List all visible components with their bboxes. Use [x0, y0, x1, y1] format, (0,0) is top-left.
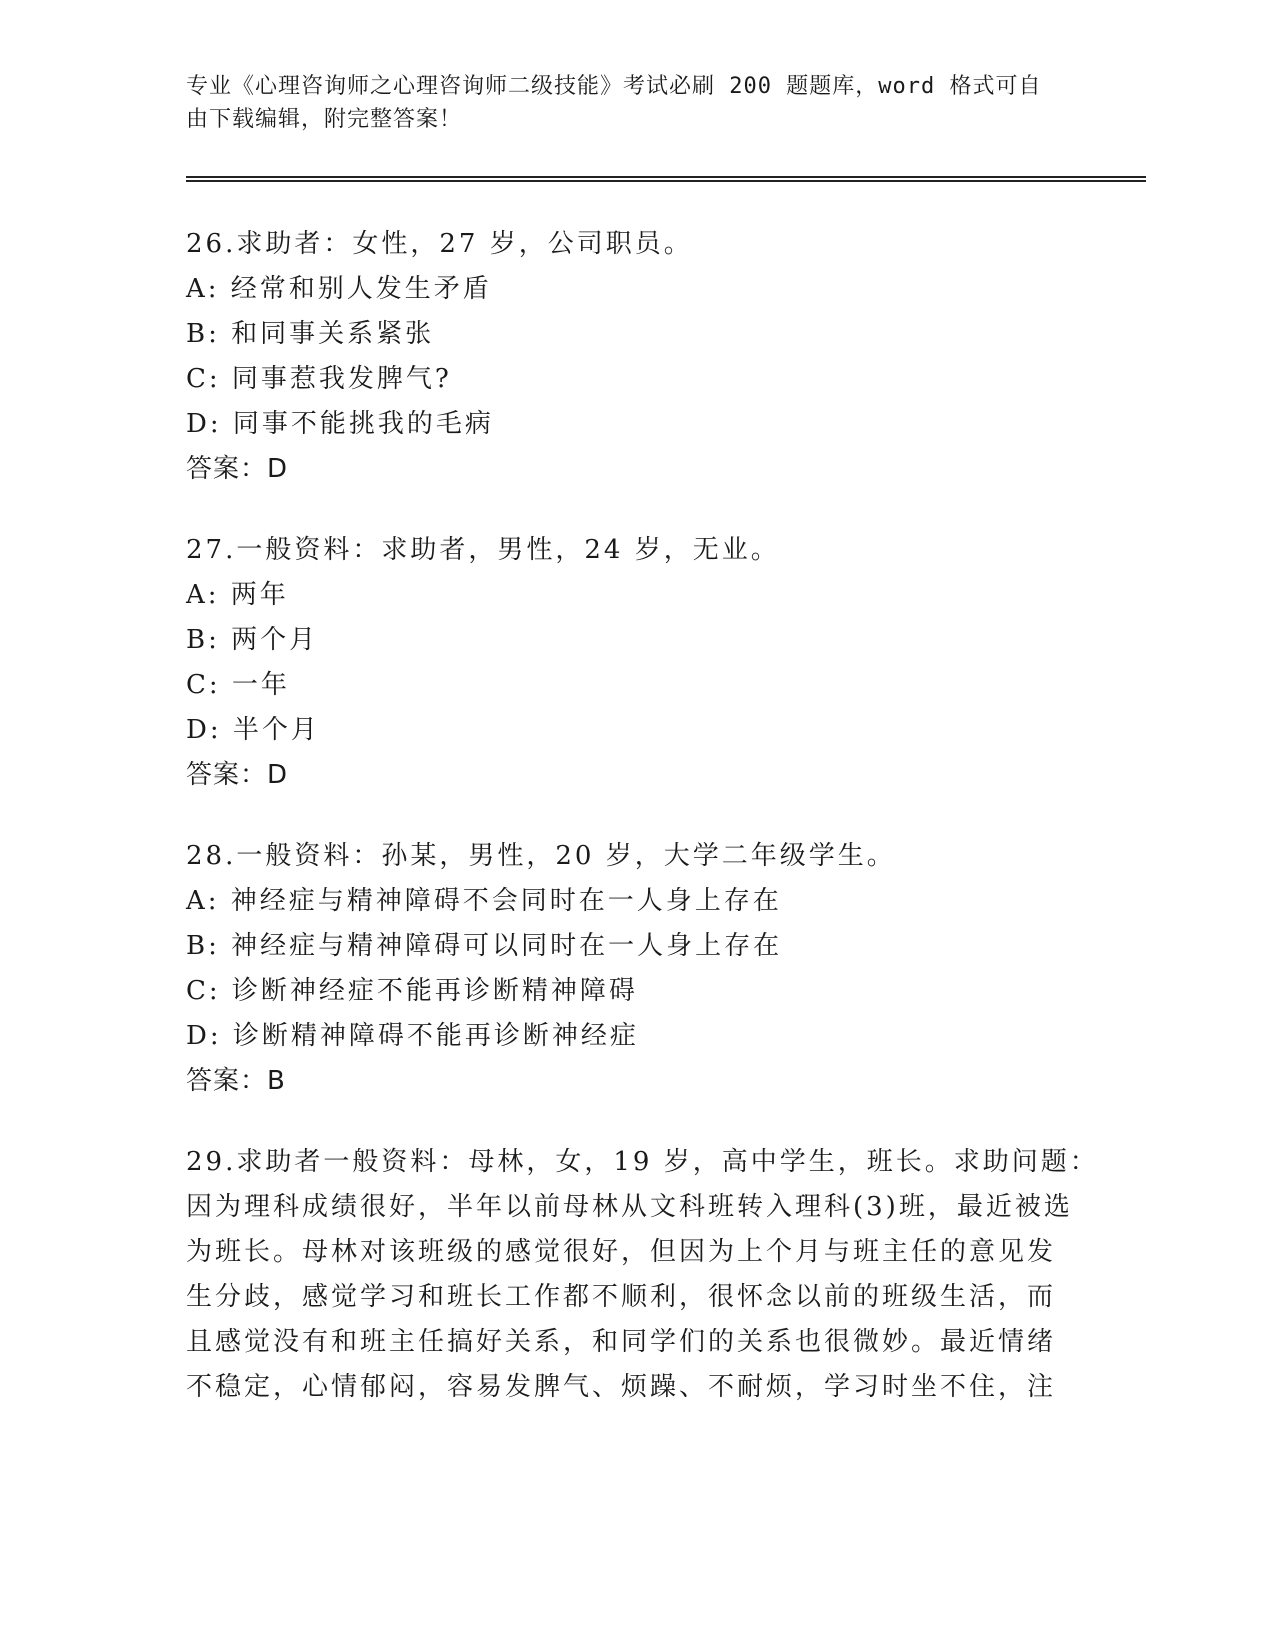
- option-d: D: 半个月: [186, 715, 320, 745]
- option-a: A: 神经症与精神障碍不会同时在一人身上存在: [186, 886, 782, 916]
- answer: 答案：B: [186, 1066, 286, 1096]
- question-27: [186, 528, 1066, 798]
- option-a: A: 经常和别人发生矛盾: [186, 274, 492, 304]
- option-d: D: 同事不能挑我的毛病: [186, 409, 494, 439]
- paragraph-line: 且感觉没有和班主任搞好关系，和同学们的关系也很微妙。最近情绪: [186, 1327, 1057, 1357]
- header-rule-bottom: [186, 180, 1146, 182]
- paragraph-line: 因为理科成绩很好，半年以前母林从文科班转入理科(3)班，最近被选: [186, 1192, 1073, 1222]
- document-header: [186, 70, 1066, 136]
- option-d: D: 诊断精神障碍不能再诊断神经症: [186, 1021, 639, 1051]
- answer: 答案：D: [186, 760, 289, 790]
- paragraph-line: 不稳定，心情郁闷，容易发脾气、烦躁、不耐烦，学习时坐不住，注: [186, 1372, 1057, 1402]
- option-b: B: 神经症与精神障碍可以同时在一人身上存在: [186, 931, 783, 961]
- answer: 答案：D: [186, 454, 289, 484]
- option-b: B: 两个月: [186, 625, 319, 655]
- paragraph-line: 29.求助者一般资料：母林，女，19 岁，高中学生，班长。求助问题：: [186, 1147, 1099, 1177]
- header-line-2: 由下载编辑，附完整答案！: [186, 107, 463, 132]
- paragraph-line: 生分歧，感觉学习和班长工作都不顺利，很怀念以前的班级生活，而: [186, 1282, 1057, 1312]
- question-stem: 27.一般资料：求助者，男性，24 岁，无业。: [186, 535, 780, 565]
- question-stem: 26.求助者：女性，27 岁，公司职员。: [186, 229, 693, 259]
- option-a: A: 两年: [186, 580, 289, 610]
- question-28: [186, 834, 1066, 1104]
- option-c: C: 一年: [186, 670, 290, 700]
- option-c: C: 同事惹我发脾气?: [186, 364, 452, 394]
- header-rule-top: [186, 176, 1146, 178]
- question-29: [186, 1140, 1099, 1410]
- option-c: C: 诊断神经症不能再诊断精神障碍: [186, 976, 638, 1006]
- paragraph-line: 为班长。母林对该班级的感觉很好，但因为上个月与班主任的意见发: [186, 1237, 1057, 1267]
- question-stem: 28.一般资料：孙某，男性，20 岁，大学二年级学生。: [186, 841, 896, 871]
- option-b: B: 和同事关系紧张: [186, 319, 435, 349]
- header-line-1: 专业《心理咨询师之心理咨询师二级技能》考试必刷 200 题题库，word 格式可自: [186, 74, 1042, 99]
- question-26: [186, 222, 1066, 492]
